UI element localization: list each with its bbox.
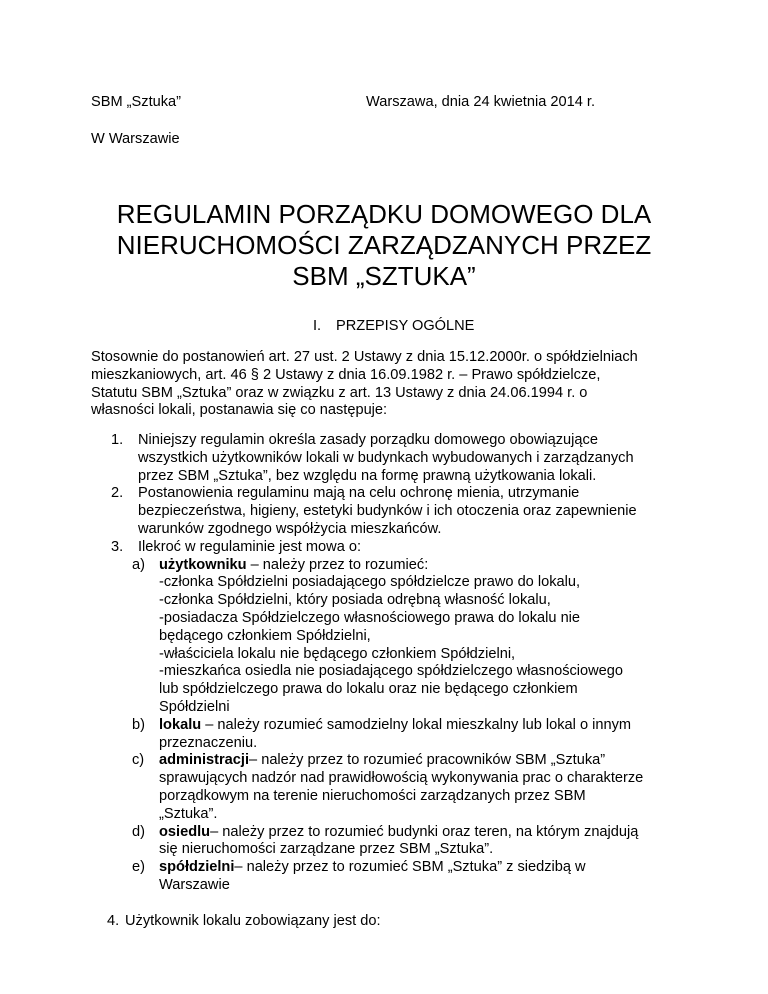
list-item-number: 4. [107,912,120,929]
definition-cont: porządkowym na terenie nieruchomości zarządzanych przez SBM [159,787,586,804]
sender-org: SBM „Sztuka” [91,94,182,110]
definition-term: użytkowniku [159,556,247,573]
list-item-text [138,485,679,538]
definition-term: administracji [159,752,250,769]
text-line: Niniejszy regulamin określa zasady porządku domowego obowiązujące [138,432,598,448]
definition-dash-cont: będącego członkiem Spółdzielni, [159,627,371,644]
section-number: I. [313,318,322,334]
definition-text [159,859,679,877]
definition-a [91,557,679,717]
definition-dash: -członka Spółdzielni posiadającego spółdzielcze prawo do lokalu, [159,574,581,591]
definition-cont: „Sztuka”. [159,805,218,822]
definition-letter: a) [132,556,145,573]
intro-line: Stosownie do postanowień art. 27 ust. 2 Ustawy z dnia 15.12.2000r. o spółdzielniach [91,349,638,365]
intro-line: mieszkaniowych, art. 46 § 2 Ustawy z dnia 16.09.1982 r. – Prawo spółdzielcze, [91,366,601,383]
definition-text [159,557,679,575]
definition-rest: – należy przez to rozumieć: [246,556,429,573]
definition-letter: e) [132,859,145,876]
title-line-2: NIERUCHOMOŚCI ZARZĄDZANYCH PRZEZ [116,230,652,260]
definition-letter: b) [132,716,145,733]
definition-text [159,717,679,735]
recipient-line: W Warszawie [91,131,180,147]
definition-letter: c) [132,752,145,769]
definition-cont: się nieruchomości zarządzane przez SBM „Sztuka”. [159,841,494,858]
definition-dash: -członka Spółdzielni, który posiada odrębną własność lokalu, [159,592,551,609]
definition-dash-cont: Spółdzielni [159,698,230,715]
definition-d [91,824,679,860]
text-line: wszystkich użytkowników lokali w budynkach wybudowanych i zarządzanych [138,449,634,466]
intro-line: własności lokali, postanawia się co następuje: [91,402,388,419]
text-line: bezpieczeństwa, higieny, estetyki budynków i ich otoczenia oraz zapewnienie [138,503,637,520]
title-line-3: SBM „SZTUKA” [292,261,476,291]
list-item-text: Użytkownik lokalu zobowiązany jest do: [125,912,381,929]
rules-list [91,432,679,931]
definition-text [159,752,679,770]
place-date: Warszawa, dnia 24 kwietnia 2014 r. [366,94,596,110]
definition-term: osiedlu [159,823,211,840]
definition-text [159,824,679,842]
definition-term: lokalu [159,716,202,733]
list-item-number: 2. [111,485,124,502]
text-line: przez SBM „Sztuka”, bez względu na formę prawną użytkowania lokali. [138,467,597,484]
definition-cont: sprawujących nadzór nad prawidłowością wykonywania prac o charakterze [159,770,644,787]
definition-e [91,859,679,895]
section-title: PRZEPISY OGÓLNE [336,318,475,334]
list-item-2 [91,485,679,538]
definition-letter: d) [132,823,145,840]
text-line: Postanowienia regulaminu mają na celu ochronę mienia, utrzymanie [138,485,580,502]
definition-dash: -właściciela lokalu nie będącego członkiem Spółdzielni, [159,645,516,662]
definition-dash-cont: lub spółdzielczego prawa do lokalu oraz nie będącego członkiem [159,681,578,698]
definition-term: spółdzielni [159,859,235,876]
definition-rest: – należy rozumieć samodzielny lokal mieszkalny lub lokal o innym [201,716,632,733]
definition-dash: -posiadacza Spółdzielczego własnościowego prawa do lokalu nie [159,609,581,626]
title-line-1: REGULAMIN PORZĄDKU DOMOWEGO DLA [116,199,652,229]
definition-rest: – należy przez to rozumieć budynki oraz teren, na którym znajdują [210,823,639,840]
definition-cont: przeznaczeniu. [159,734,258,751]
document-title [80,199,688,292]
definition-c [91,752,679,823]
definition-cont: Warszawie [159,876,230,893]
definition-b [91,717,679,753]
list-item-3 [91,539,679,895]
definition-rest: – należy przez to rozumieć SBM „Sztuka” z siedzibą w [234,859,586,876]
list-item-text: Ilekroć w regulaminie jest mowa o: [138,538,362,555]
definition-rest: – należy przez to rozumieć pracowników SBM „Sztuka” [249,752,606,769]
text-line: warunków zgodnego współżycia mieszkańców. [138,520,442,537]
list-item-number: 3. [111,538,124,555]
intro-line: Statutu SBM „Sztuka” oraz w związku z art. 13 Ustawy z dnia 24.06.1994 r. o [91,384,588,401]
definition-dash: -mieszkańca osiedla nie posiadającego spółdzielczego własnościowego [159,663,624,680]
list-item-1 [91,432,679,485]
list-item-number: 1. [111,432,124,448]
list-item-4 [91,913,679,931]
intro-paragraph [91,349,679,420]
list-item-text [138,432,679,485]
